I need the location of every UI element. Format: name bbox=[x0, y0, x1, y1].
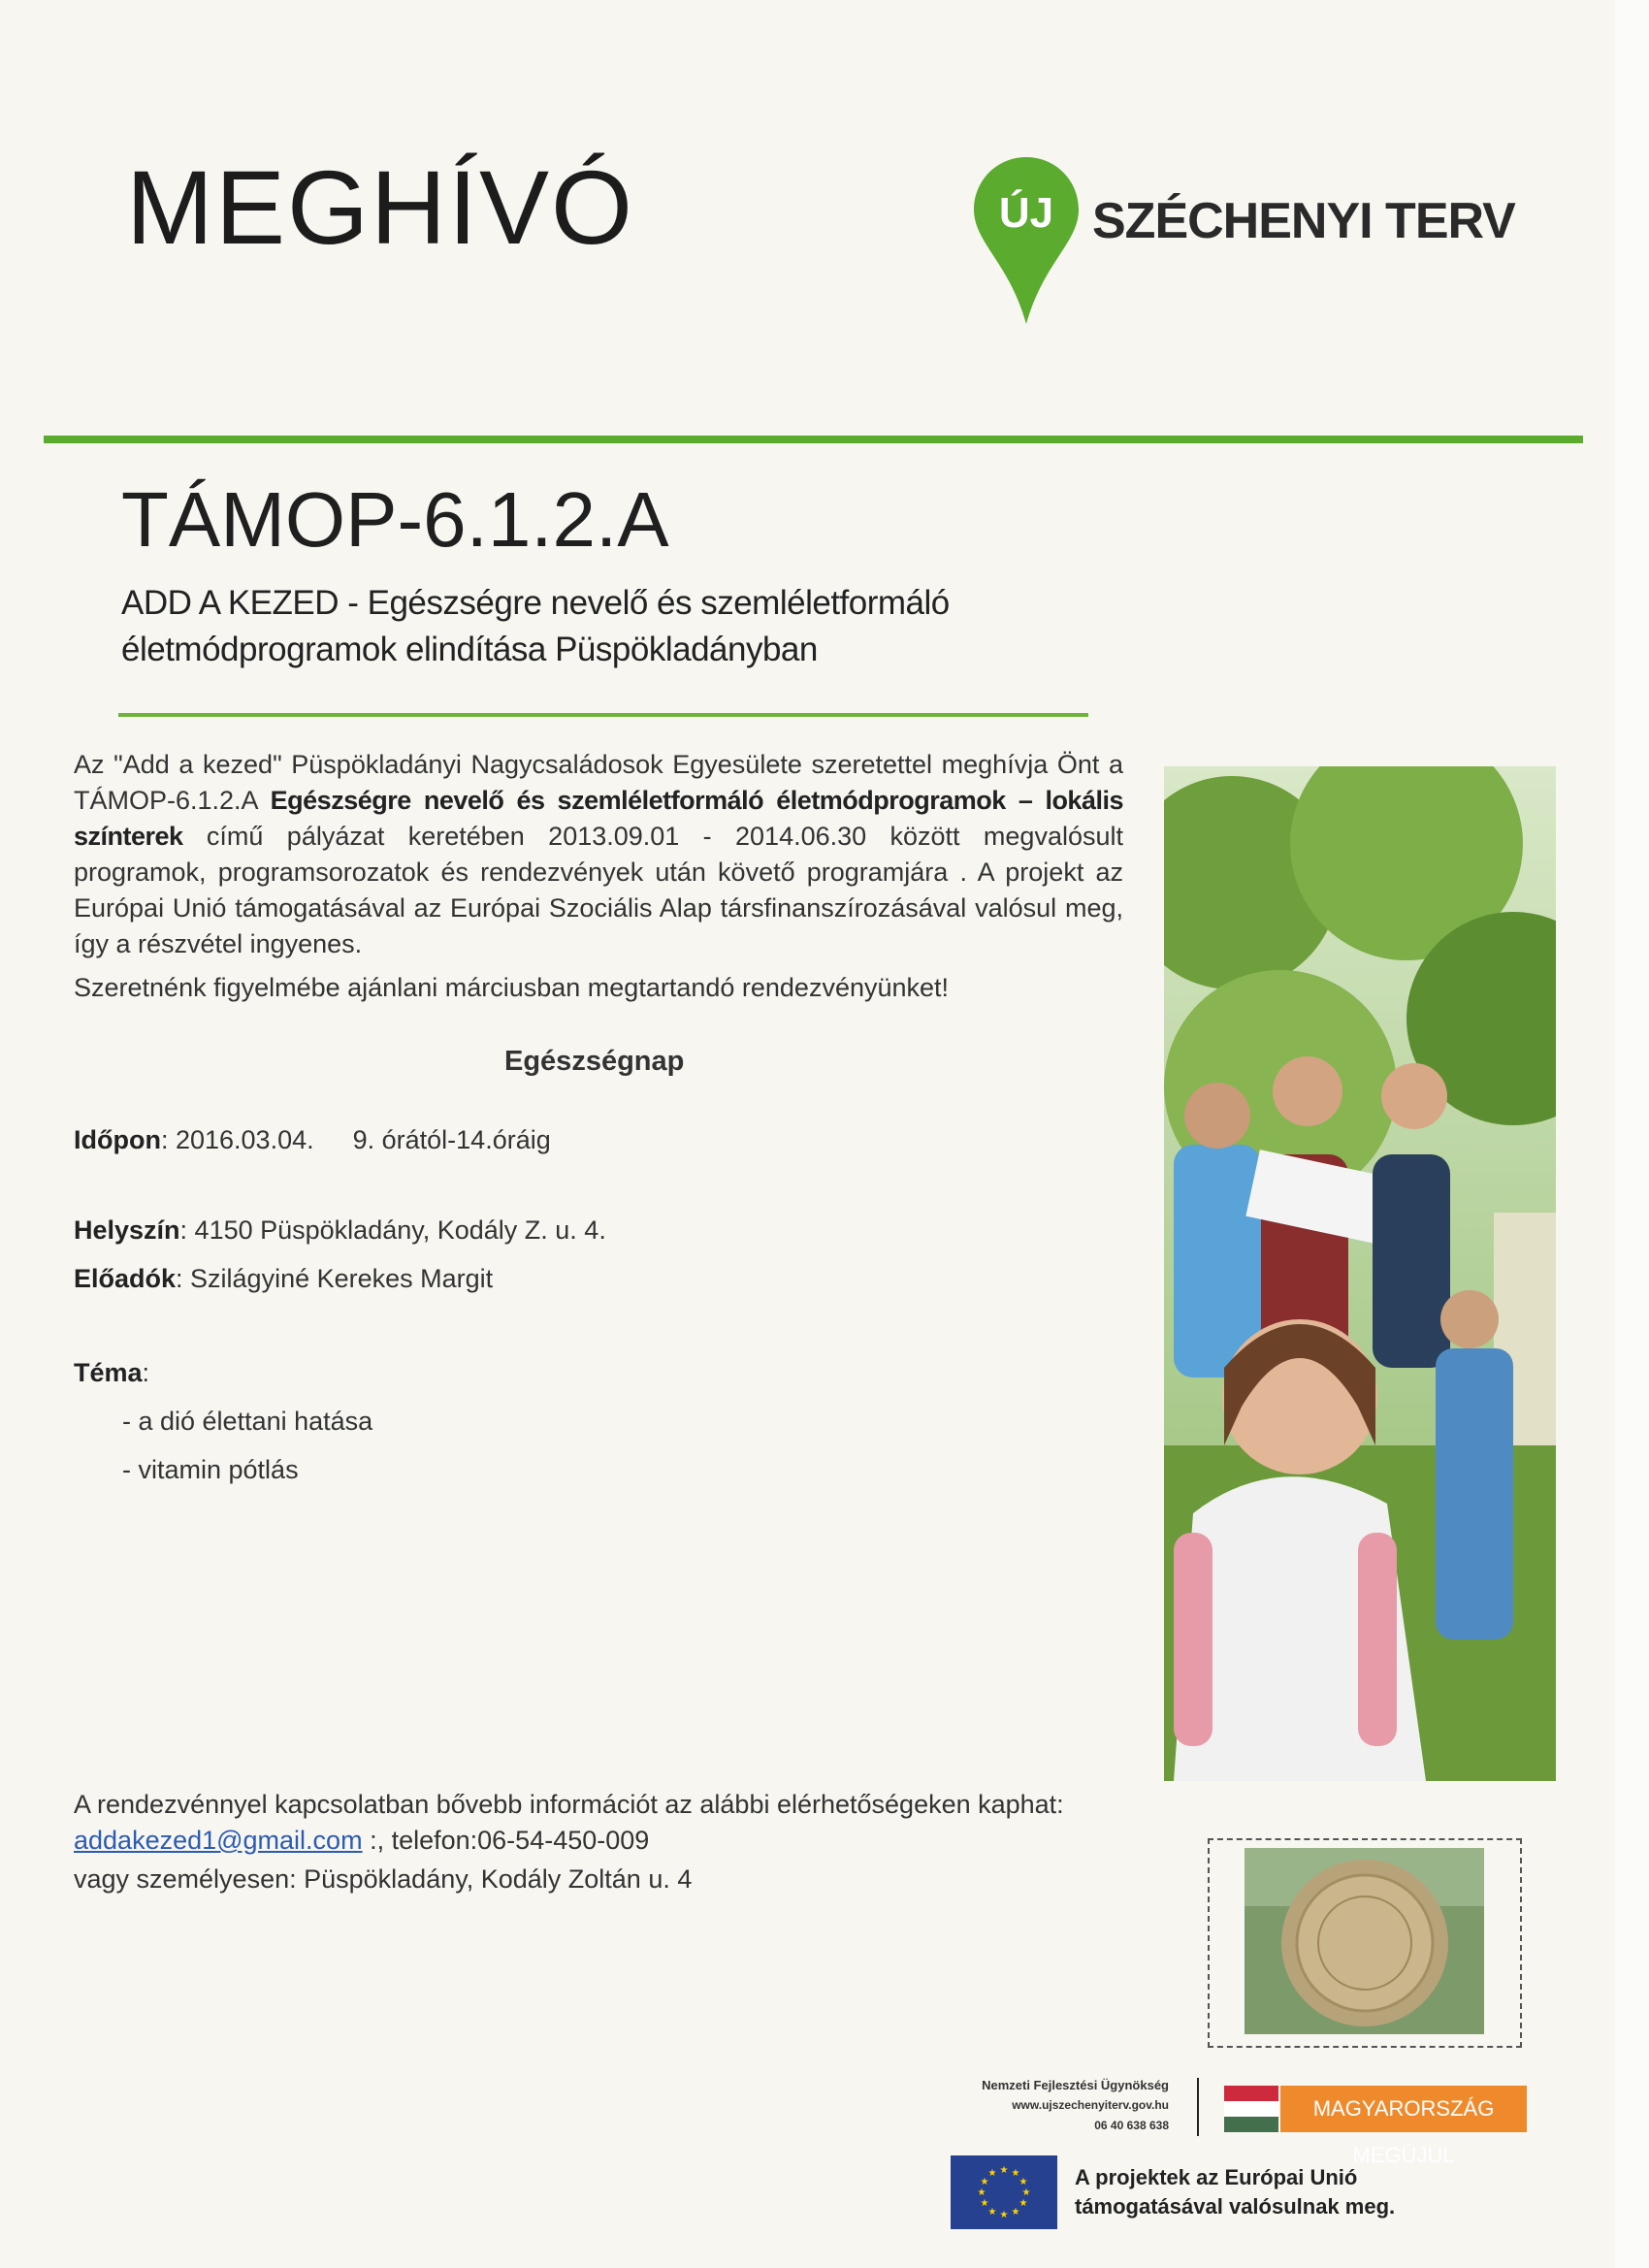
svg-text:★: ★ bbox=[987, 2207, 997, 2218]
program-title bbox=[121, 580, 994, 673]
family-photo bbox=[1164, 766, 1556, 1781]
svg-text:★: ★ bbox=[987, 2168, 997, 2179]
svg-text:★: ★ bbox=[977, 2187, 986, 2198]
svg-text:★: ★ bbox=[1011, 2207, 1020, 2218]
topic-item: - vitamin pótlás bbox=[122, 1455, 299, 1484]
event-time bbox=[74, 1125, 551, 1155]
svg-text:★: ★ bbox=[1018, 2177, 1028, 2187]
event-topic-label: Téma bbox=[74, 1358, 143, 1387]
svg-text:★: ★ bbox=[1011, 2168, 1020, 2179]
event-name: Egészségnap bbox=[504, 1046, 685, 1077]
intro-text-bold: Egészségre nevelő és szemléletformáló életmódprogramok – lokális színterek bbox=[74, 786, 1123, 851]
program-title-line2: életmódprogramok elindítása Püspökladányban bbox=[121, 631, 818, 668]
intro-paragraph bbox=[74, 747, 1123, 962]
wooden-seal-image bbox=[1245, 1848, 1484, 2034]
event-time-date: : 2016.03.04. bbox=[160, 1125, 314, 1154]
contact-email-phone bbox=[74, 1826, 649, 1856]
svg-text:★: ★ bbox=[1021, 2187, 1031, 2198]
program-title-line1: ADD A KEZED - Egészségre nevelő és szemléletformáló bbox=[121, 584, 950, 622]
hungarian-flag-icon bbox=[1224, 2086, 1278, 2132]
footer-separator bbox=[1197, 2078, 1199, 2136]
divider-middle bbox=[118, 713, 1088, 717]
topic-item: - a dió élettani hatása bbox=[122, 1407, 373, 1436]
event-topic-colon: : bbox=[142, 1358, 150, 1387]
agency-phone: 06 40 638 638 bbox=[1094, 2119, 1169, 2132]
event-time-hours: 9. órától-14.óráig bbox=[352, 1125, 551, 1154]
contact-phone: :, telefon:06-54-450-009 bbox=[362, 1826, 650, 1855]
svg-text:★: ★ bbox=[999, 2210, 1009, 2220]
program-code: TÁMOP-6.1.2.A bbox=[121, 476, 669, 563]
logo-badge-text: ÚJ bbox=[998, 189, 1054, 237]
logo-wordmark: SZÉCHENYI TERV bbox=[1092, 193, 1515, 249]
document-title: MEGHÍVÓ bbox=[126, 148, 635, 266]
intro-recommendation: Szeretnénk figyelmébe ajánlani márciusban megtartandó rendezvényünket! bbox=[74, 973, 950, 1002]
event-place-label: Helyszín bbox=[74, 1215, 180, 1245]
eu-flag-icon bbox=[951, 2155, 1057, 2229]
eu-support-line1: A projektek az Európai Unió bbox=[1075, 2165, 1358, 2189]
event-place bbox=[74, 1215, 606, 1246]
svg-text:★: ★ bbox=[1018, 2198, 1028, 2209]
contact-intro: A rendezvénnyel kapcsolatban bővebb információt az alábbi elérhetőségeken kaphat: bbox=[74, 1790, 1064, 1819]
svg-text:★: ★ bbox=[980, 2177, 989, 2187]
event-topic bbox=[74, 1358, 149, 1388]
agency-name: Nemzeti Fejlesztési Ügynökség bbox=[982, 2078, 1169, 2092]
eu-support-line2: támogatásával valósulnak meg. bbox=[1075, 2194, 1396, 2219]
event-presenter-value: : Szilágyiné Kerekes Margit bbox=[176, 1264, 494, 1293]
contact-address: vagy személyesen: Püspökladány, Kodály Zoltán u. 4 bbox=[74, 1864, 693, 1894]
event-place-value: : 4150 Püspökladány, Kodály Z. u. 4. bbox=[179, 1215, 606, 1245]
intro-text-a: Az "Add a kezed" Püspökladányi Nagycsaládosok Egyesülete szeretettel meghívja Önt a TÁMOP-6.1.2.A bbox=[74, 750, 1123, 815]
event-presenter bbox=[74, 1264, 493, 1294]
svg-text:★: ★ bbox=[999, 2165, 1009, 2176]
page-edge bbox=[1615, 0, 1649, 2268]
szechenyi-pin-logo-icon bbox=[970, 153, 1083, 328]
event-time-label: Időpon bbox=[74, 1125, 161, 1154]
agency-web: www.ujszechenyiterv.gov.hu bbox=[1012, 2098, 1169, 2112]
svg-text:★: ★ bbox=[980, 2198, 989, 2209]
divider-top bbox=[44, 436, 1583, 443]
intro-text-b: című pályázat keretében 2013.09.01 - 2014.06.30 között megvalósult programok, programsorozatok és rendezvények után követő programjára . A projekt az Európai Unió támogatásával az Európai Szociális Alap társfinanszírozásával valósul meg, így a részvétel ingyenes. bbox=[74, 822, 1123, 958]
contact-email-link[interactable]: addakezed1@gmail.com bbox=[74, 1826, 363, 1855]
event-presenter-label: Előadók bbox=[74, 1264, 177, 1293]
magyarorszag-megujul-banner: MAGYARORSZÁG MEGÚJUL bbox=[1280, 2086, 1527, 2132]
